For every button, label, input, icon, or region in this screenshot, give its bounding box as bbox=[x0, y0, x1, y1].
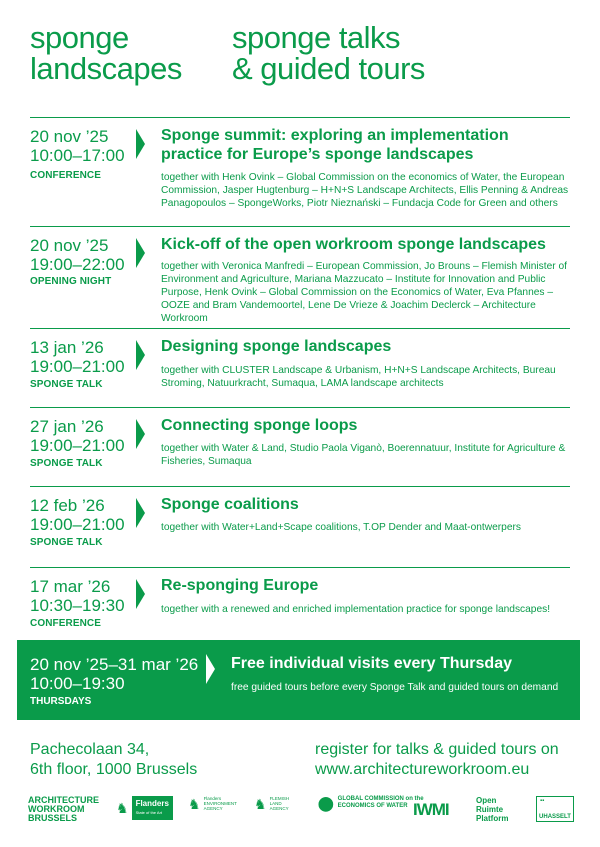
page-title bbox=[232, 22, 425, 84]
event-time: 19:00–21:00 bbox=[30, 515, 125, 534]
event-day: 13 jan ’26 bbox=[30, 338, 104, 357]
event-time: 19:00–21:00 bbox=[30, 357, 125, 376]
event-title: Kick-off of the open workroom sponge landscapes bbox=[161, 236, 546, 253]
event-description: together with Water & Land, Studio Paola Viganò, Boerennatuur, Institute for Agriculture & Fisheries, Sumaqua bbox=[161, 443, 566, 467]
logo-text: GLOBAL COMMISSION on the bbox=[337, 796, 424, 802]
banner-title: Free individual visits every Thursday bbox=[231, 655, 512, 672]
registration-info bbox=[315, 740, 559, 780]
event-title: Re-sponging Europe bbox=[161, 577, 319, 594]
logo-text: Open bbox=[476, 796, 497, 805]
event-day: 20 nov ’25 bbox=[30, 127, 109, 146]
flanders-logo bbox=[116, 796, 173, 820]
poster-header bbox=[30, 22, 570, 92]
banner-type: THURSDAYS bbox=[30, 696, 92, 707]
event-title: Sponge summit: exploring an implementation practice for Europe’s sponge landscapes bbox=[161, 127, 509, 163]
event-item bbox=[30, 486, 570, 567]
event-date bbox=[30, 496, 140, 534]
event-date bbox=[30, 236, 140, 274]
event-day: 20 nov ’25 bbox=[30, 236, 109, 255]
event-day: 27 jan ’26 bbox=[30, 417, 104, 436]
logo-text: ENVIRONMENT bbox=[203, 801, 237, 806]
arrow-right-icon bbox=[136, 340, 145, 370]
event-list bbox=[30, 117, 570, 643]
event-time: 10:30–19:30 bbox=[30, 596, 125, 615]
thursday-visits-banner bbox=[17, 640, 580, 720]
event-type: CONFERENCE bbox=[30, 618, 102, 629]
event-type: SPONGE TALK bbox=[30, 537, 103, 548]
logo-text: LAND bbox=[269, 801, 282, 806]
lion-icon: ♞ bbox=[116, 800, 129, 816]
register-line: register for talks & guided tours on bbox=[315, 741, 559, 758]
logo-text: Ruimte bbox=[476, 805, 504, 814]
land-agency-logo bbox=[254, 796, 289, 811]
brand-line-2: landscapes bbox=[30, 51, 182, 86]
event-type: SPONGE TALK bbox=[30, 379, 103, 390]
event-type: SPONGE TALK bbox=[30, 458, 103, 469]
event-item bbox=[30, 407, 570, 486]
event-title: Connecting sponge loops bbox=[161, 417, 358, 434]
arrow-right-icon bbox=[206, 654, 215, 684]
logo-text: AGENCY bbox=[269, 806, 289, 811]
iwmi-logo: IWMI bbox=[413, 800, 449, 819]
arrow-right-icon bbox=[136, 419, 145, 449]
lion-icon: ♞ bbox=[254, 795, 267, 812]
logo-subtext: State of the Art bbox=[135, 810, 163, 815]
event-type: OPENING NIGHT bbox=[30, 276, 112, 287]
logo-text: WORKROOM bbox=[28, 804, 85, 814]
title-line-1: sponge talks bbox=[232, 20, 401, 55]
global-commission-logo bbox=[318, 796, 424, 810]
event-date bbox=[30, 417, 140, 455]
website-link[interactable]: www.architectureworkroom.eu bbox=[315, 761, 530, 778]
event-description: together with Henk Ovink – Global Commission on the economics of Water, the European Commission, Jasper Hugtenburg – H+N+S Landscape Architects, Ellis Penning & Andreas Panagopoulos – SpongeWorks, Piotr Nieznański – Fundacja Code for Green and others bbox=[161, 172, 569, 209]
event-title: Designing sponge landscapes bbox=[161, 338, 392, 355]
open-ruimte-platform-logo bbox=[476, 796, 508, 823]
event-description: together with Water+Land+Scape coalitions, T.OP Dender and Maat-ontwerpers bbox=[161, 522, 521, 533]
banner-time: 10:00–19:30 bbox=[30, 674, 125, 693]
event-date bbox=[30, 338, 140, 376]
arrow-right-icon bbox=[136, 498, 145, 528]
arrow-right-icon bbox=[136, 579, 145, 609]
logo-text: AGENCY bbox=[203, 806, 223, 811]
event-item bbox=[30, 226, 570, 328]
logo-text-block bbox=[270, 796, 290, 811]
event-item bbox=[30, 328, 570, 407]
uhasselt-logo bbox=[536, 796, 574, 822]
banner-date bbox=[30, 655, 198, 693]
event-item bbox=[30, 117, 570, 226]
arrow-right-icon bbox=[136, 129, 145, 159]
water-drop-icon: ⬤ bbox=[318, 795, 334, 811]
banner-description: free guided tours before every Sponge Talk and guided tours on demand bbox=[231, 682, 559, 693]
environment-agency-logo bbox=[188, 796, 237, 811]
brand-line-1: sponge bbox=[30, 20, 129, 55]
logo-text: Flanders bbox=[135, 799, 169, 808]
logo-text: FLEMISH bbox=[269, 796, 290, 801]
event-type: CONFERENCE bbox=[30, 170, 102, 181]
lion-icon: ♞ bbox=[188, 795, 201, 812]
flanders-badge bbox=[132, 796, 173, 820]
event-time: 19:00–22:00 bbox=[30, 255, 125, 274]
brand-title bbox=[30, 22, 182, 84]
logo-text: UHASSELT bbox=[539, 814, 571, 820]
event-day: 12 feb ’26 bbox=[30, 496, 105, 515]
event-day: 17 mar ’26 bbox=[30, 577, 111, 596]
venue-address bbox=[30, 740, 197, 780]
address-line-1: Pachecolaan 34, bbox=[30, 741, 150, 758]
event-description: together with CLUSTER Landscape & Urbanism, H+N+S Landscape Architects, Bureau Stroming, Natuurkracht, Sumaqua, LAMA landscape architects bbox=[161, 365, 556, 389]
event-date bbox=[30, 577, 140, 615]
logo-text: Flanders bbox=[203, 796, 222, 801]
banner-day: 20 nov ’25–31 mar ’26 bbox=[30, 655, 199, 674]
event-description: together with Veronica Manfredi – European Commission, Jo Brouns – Flemish Minister of Environment and Agriculture, Mariana Mazzucato – Institute for Innovation and Public Purpose, Henk Ovink – Global Commission on the Economics of Water, Eva Pfannes – OOZE and Bram Vandemoortel, Lene De Vrieze & Joachim Declerck – Architecture Workroom bbox=[161, 261, 567, 324]
logo-text-block bbox=[204, 796, 237, 811]
logo-text: BRUSSELS bbox=[28, 813, 78, 823]
event-time: 10:00–17:00 bbox=[30, 146, 125, 165]
title-line-2: & guided tours bbox=[232, 51, 425, 86]
arrow-right-icon bbox=[136, 238, 145, 268]
logo-text: Platform bbox=[476, 814, 509, 823]
partner-logos bbox=[28, 796, 572, 826]
event-item bbox=[30, 567, 570, 643]
address-line-2: 6th floor, 1000 Brussels bbox=[30, 761, 198, 778]
uhasselt-mark-icon: ▪▪ bbox=[540, 798, 545, 804]
logo-text-block bbox=[338, 796, 424, 810]
event-date bbox=[30, 127, 140, 165]
event-time: 19:00–21:00 bbox=[30, 436, 125, 455]
event-title: Sponge coalitions bbox=[161, 496, 299, 513]
event-description: together with a renewed and enriched implementation practice for sponge landscapes! bbox=[161, 604, 551, 615]
logo-text: ARCHITECTURE bbox=[28, 795, 99, 805]
logo-text: ECONOMICS OF WATER bbox=[337, 803, 408, 809]
architecture-workroom-logo bbox=[28, 796, 99, 823]
